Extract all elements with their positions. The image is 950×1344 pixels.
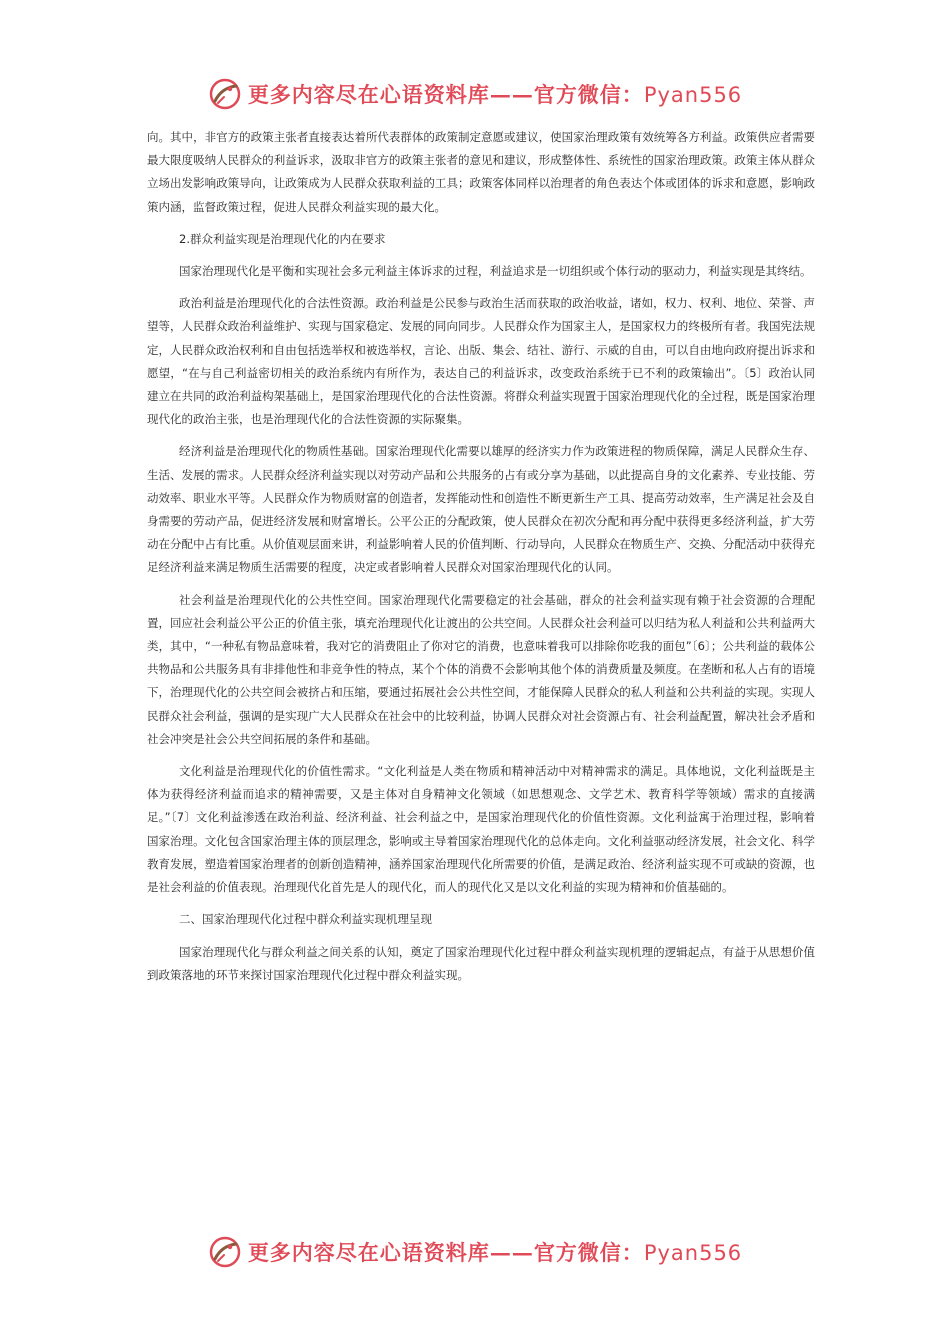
banner-wechat-id: Pyan556 xyxy=(643,1241,743,1265)
section-subheading: 2.群众利益实现是治理现代化的内在要求 xyxy=(179,231,386,246)
header-banner xyxy=(0,72,950,116)
paragraph-economic-interest: 经济利益是治理现代化的物质性基础。国家治理现代化需要以雄厚的经济实力作为政策进程的物质保障，满足人民群众生存、生活、发展的需求。人民群众经济利益实现以对劳动产品和公共服务的占有或分享为基础，以此提高自身的文化素养、专业技能、劳动效率、职业水平等。人民群众作为物质财富的创造者，发挥能动性和创造性不断更新生产工具、提高劳动效率，生产满足社会及自身需要的劳动产品，促进经济发展和财富增长。公平公正的分配政策，使人民群众在初次分配和再分配中获得更多经济利益，扩大劳动在分配中占有比重。从价值观层面来讲，利益影响着人民的价值判断、行动导向，人民群众在物质生产、交换、分配活动中获得充足经济利益来满足物质生活需要的程度，决定或者影响着人民群众对国家治理现代化的认同。 xyxy=(147,444,815,575)
banner-wechat-id: Pyan556 xyxy=(643,83,743,107)
banner-official-text: 官方微信： xyxy=(533,82,644,107)
paragraph-continuation: 向。其中，非官方的政策主张者直接表达着所代表群体的政策制定意愿或建议，使国家治理政策有效统筹各方利益。政策供应者需要最大限度吸纳人民群众的利益诉求，汲取非官方的政策主张者的意见和建议，形成整体性、系统性的国家治理政策。政策主体从群众立场出发影响政策导向，让政策成为人民群众获取利益的工具；政策客体同样以治理者的角色表达个体或团体的诉求和意愿，影响政策内涵，监督政策过程，促进人民群众利益实现的最大化。 xyxy=(147,130,815,214)
paragraph-social-interest: 社会利益是治理现代化的公共性空间。国家治理现代化需要稳定的社会基础，群众的社会利益实现有赖于社会资源的合理配置，回应社会利益公平公正的价值主张，填充治理现代化让渡出的公共空间。人民群众社会利益可以归结为私人利益和公共利益两大类，其中，“一种私有物品意味着，我对它的消费阻止了你对它的消费，也意味着我可以排除你吃我的面包”〔6〕；公共利益的载体公共物品和公共服务具有非排他性和非竞争性的特点，某个个体的消费不会影响其他个体的消费质量及频度。在垄断和私人占有的语境下，治理现代化的公共空间会被挤占和压缩，要通过拓展社会公共性空间，才能保障人民群众的私人利益和公共利益的实现。实现人民群众社会利益，强调的是实现广大人民群众在社会中的比较利益，协调人民群众对社会资源占有、社会利益配置，解决社会矛盾和社会冲突是社会公共空间拓展的条件和基础。 xyxy=(147,592,815,746)
footer-banner xyxy=(0,1230,950,1274)
banner-dash: —— xyxy=(489,82,534,107)
paragraph-political-interest: 政治利益是治理现代化的合法性资源。政治利益是公民参与政治生活而获取的政治收益，诸如，权力、权利、地位、荣誉、声望等，人民群众政治利益维护、实现与国家稳定、发展的同向同步。人民群众作为国家主人，是国家权力的终极所有者。我国宪法规定，人民群众政治权利和自由包括选举权和被选举权，言论、出版、集会、结社、游行、示威的自由，可以自由地向政府提出诉求和愿望，“在与自己利益密切相关的政治系统内有所作为，表达自己的利益诉求，改变政治系统于已不利的政策输出”。〔5〕政治认同建立在共同的政治利益构架基础上，是国家治理现代化的合法性资源。将群众利益实现置于国家治理现代化的全过程，既是国家治理现代化的政治主张，也是治理现代化的合法性资源的实际聚集。 xyxy=(147,296,815,427)
banner-dash: —— xyxy=(489,1240,534,1265)
banner-text xyxy=(248,1237,742,1267)
document-body xyxy=(147,126,815,987)
paragraph-cultural-interest: 文化利益是治理现代化的价值性需求。“文化利益是人类在物质和精神活动中对精神需求的满足。具体地说，文化利益既是主体为获得经济利益而追求的精神需要，又是主体对自身精神文化领域（如思想观念、文学艺术、教育科学等领域）需求的直接满足。”〔7〕文化利益渗透在政治利益、经济利益、社会利益之中，是国家治理现代化的价值性资源。文化利益寓于治理过程，影响着国家治理。文化包含国家治理主体的顶层理念，影响或主导着国家治理现代化的总体走向。文化利益驱动经济发展，社会文化、科学教育发展，塑造着国家治理者的创新创造精神，涵养国家治理现代化所需要的价值，是满足政治、经济利益实现不可或缺的资源，也是社会利益的价值表现。治理现代化首先是人的现代化，而人的现代化又是以文化利益的实现为精神和价值基础的。 xyxy=(147,764,815,895)
paragraph: 国家治理现代化与群众利益之间关系的认知，奠定了国家治理现代化过程中群众利益实现机理的逻辑起点，有益于从思想价值到政策落地的环节来探讨国家治理现代化过程中群众利益实现。 xyxy=(147,944,815,982)
brand-logo-icon xyxy=(208,77,242,111)
section-heading: 二、国家治理现代化过程中群众利益实现机理呈现 xyxy=(179,912,432,927)
banner-site-text: 更多内容尽在心语资料库 xyxy=(247,1240,490,1265)
banner-text xyxy=(248,79,742,109)
banner-site-text: 更多内容尽在心语资料库 xyxy=(247,82,490,107)
paragraph: 国家治理现代化是平衡和实现社会多元利益主体诉求的过程，利益追求是一切组织或个体行动的驱动力，利益实现是其终结。 xyxy=(179,264,812,279)
brand-logo-icon xyxy=(208,1235,242,1269)
banner-official-text: 官方微信： xyxy=(533,1240,644,1265)
